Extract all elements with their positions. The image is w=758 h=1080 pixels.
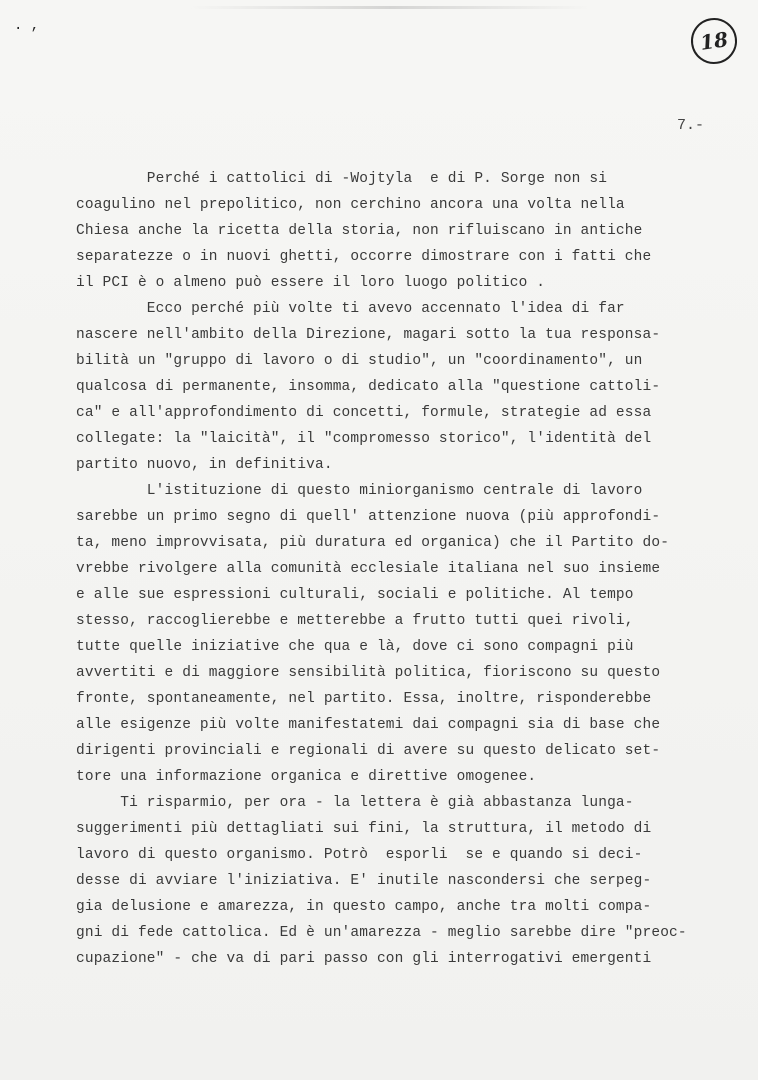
text-line: nascere nell'ambito della Direzione, magari sotto la tua responsa- [76, 327, 661, 343]
text-line: cupazione" - che va di pari passo con gli interrogativi emergenti [76, 951, 652, 967]
text-line: bilità un "gruppo di lavoro o di studio", un "coordinamento", un [76, 353, 643, 369]
text-line: Perché i cattolici di -Wojtyla e di P. Sorge non si [76, 171, 608, 187]
text-line: coagulino nel prepolitico, non cerchino ancora una volta nella [76, 197, 625, 213]
text-line: gni di fede cattolica. Ed è un'amarezza - meglio sarebbe dire "preoc- [76, 925, 687, 941]
text-line: suggerimenti più dettagliati sui fini, la struttura, il metodo di [76, 821, 652, 837]
scan-smudge [190, 6, 590, 9]
text-line: vrebbe rivolgere alla comunità ecclesiale italiana nel suo insieme [76, 561, 661, 577]
text-line: alle esigenze più volte manifestatemi dai compagni sia di base che [76, 717, 661, 733]
text-line: avvertiti e di maggiore sensibilità politica, fioriscono su questo [76, 665, 661, 681]
text-line: stesso, raccoglierebbe e metterebbe a frutto tutti quei rivoli, [76, 613, 634, 629]
text-line: ca" e all'approfondimento di concetti, formule, strategie ad essa [76, 405, 652, 421]
text-line: il PCI è o almeno può essere il loro luogo politico . [76, 275, 546, 291]
paragraph [76, 478, 696, 790]
text-line: sarebbe un primo segno di quell' attenzione nuova (più approfondi- [76, 509, 661, 525]
corner-marks: . , [14, 18, 40, 34]
text-line: Chiesa anche la ricetta della storia, non rifluiscano in antiche [76, 223, 643, 239]
text-line: lavoro di questo organismo. Potrò esporli se e quando si deci- [76, 847, 643, 863]
paragraph [76, 790, 696, 972]
paragraph [76, 296, 696, 478]
text-line: fronte, spontaneamente, nel partito. Essa, inoltre, risponderebbe [76, 691, 652, 707]
letter-body [76, 166, 696, 972]
text-line: partito nuovo, in definitiva. [76, 457, 333, 473]
archive-number-stamp: 18 [688, 15, 740, 67]
text-line: L'istituzione di questo miniorganismo centrale di lavoro [76, 483, 643, 499]
text-line: desse di avviare l'iniziativa. E' inutile nascondersi che serpeg- [76, 873, 652, 889]
text-line: Ti risparmio, per ora - la lettera è già abbastanza lunga- [76, 795, 634, 811]
page-number: 7.- [677, 117, 705, 134]
text-line: qualcosa di permanente, insomma, dedicato alla "questione cattoli- [76, 379, 661, 395]
text-line: tutte quelle iniziative che qua e là, dove ci sono compagni più [76, 639, 634, 655]
text-line: dirigenti provinciali e regionali di avere su questo delicato set- [76, 743, 661, 759]
paragraph [76, 166, 696, 296]
text-line: tore una informazione organica e direttive omogenee. [76, 769, 537, 785]
text-line: Ecco perché più volte ti avevo accennato l'idea di far [76, 301, 625, 317]
text-line: gia delusione e amarezza, in questo campo, anche tra molti compa- [76, 899, 652, 915]
text-line: ta, meno improvvisata, più duratura ed organica) che il Partito do- [76, 535, 670, 551]
text-line: e alle sue espressioni culturali, sociali e politiche. Al tempo [76, 587, 634, 603]
text-line: collegate: la "laicità", il "compromesso storico", l'identità del [76, 431, 652, 447]
text-line: separatezze o in nuovi ghetti, occorre dimostrare con i fatti che [76, 249, 652, 265]
